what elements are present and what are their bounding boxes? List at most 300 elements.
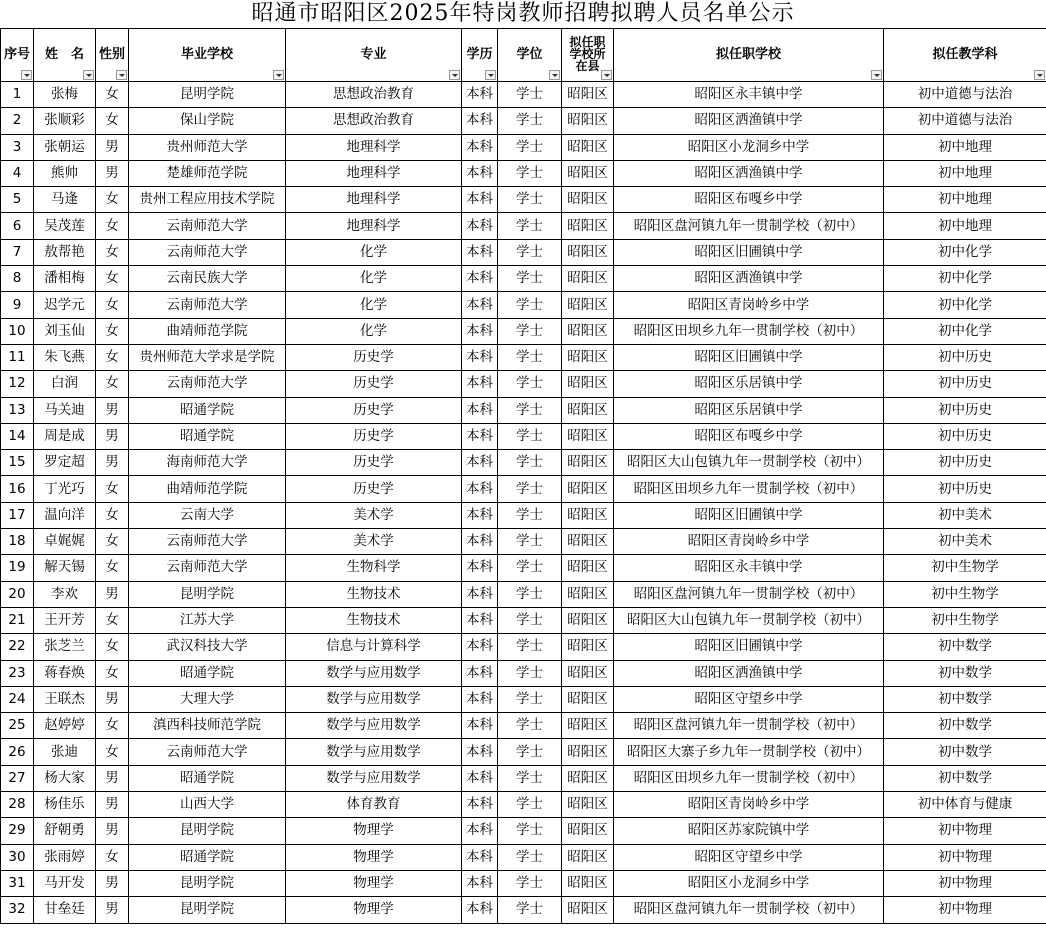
cell-education: 本科 xyxy=(462,371,498,397)
cell-index: 22 xyxy=(1,634,34,660)
cell-name: 杨大家 xyxy=(34,765,96,791)
col-header-school: 毕业学校 xyxy=(129,29,286,82)
cell-county: 昭阳区 xyxy=(562,555,614,581)
cell-major: 数学与应用数学 xyxy=(286,739,462,765)
cell-major: 数学与应用数学 xyxy=(286,686,462,712)
cell-index: 2 xyxy=(1,108,34,134)
cell-assigned-school: 昭阳区田坝乡九年一贯制学校（初中） xyxy=(614,476,884,502)
cell-school: 昭通学院 xyxy=(129,765,286,791)
table-row xyxy=(1,134,1046,160)
cell-education: 本科 xyxy=(462,292,498,318)
cell-education: 本科 xyxy=(462,423,498,449)
cell-degree: 学士 xyxy=(498,739,562,765)
table-row xyxy=(1,634,1046,660)
cell-county: 昭阳区 xyxy=(562,792,614,818)
cell-degree: 学士 xyxy=(498,607,562,633)
col-header-subject: 拟任教学科 xyxy=(884,29,1046,82)
table-row xyxy=(1,292,1046,318)
cell-index: 30 xyxy=(1,844,34,870)
cell-assigned-school: 昭阳区旧圃镇中学 xyxy=(614,344,884,370)
cell-school: 山西大学 xyxy=(129,792,286,818)
cell-education: 本科 xyxy=(462,634,498,660)
col-header-index: 序号 xyxy=(1,29,34,82)
table-row xyxy=(1,818,1046,844)
cell-name: 杨佳乐 xyxy=(34,792,96,818)
cell-assigned-school: 昭阳区大山包镇九年一贯制学校（初中） xyxy=(614,607,884,633)
cell-school: 昆明学院 xyxy=(129,897,286,923)
table-row xyxy=(1,502,1046,528)
cell-index: 15 xyxy=(1,450,34,476)
filter-dropdown-icon[interactable] xyxy=(273,70,284,80)
cell-subject: 初中道德与法治 xyxy=(884,108,1046,134)
col-header-degree: 学位 xyxy=(498,29,562,82)
cell-education: 本科 xyxy=(462,713,498,739)
cell-school: 云南大学 xyxy=(129,502,286,528)
table-row xyxy=(1,423,1046,449)
cell-subject: 初中历史 xyxy=(884,344,1046,370)
cell-subject: 初中化学 xyxy=(884,318,1046,344)
cell-school: 云南师范大学 xyxy=(129,239,286,265)
cell-major: 地理科学 xyxy=(286,187,462,213)
cell-county: 昭阳区 xyxy=(562,686,614,712)
table-row xyxy=(1,213,1046,239)
cell-degree: 学士 xyxy=(498,108,562,134)
cell-county: 昭阳区 xyxy=(562,529,614,555)
cell-assigned-school: 昭阳区盘河镇九年一贯制学校（初中） xyxy=(614,713,884,739)
cell-degree: 学士 xyxy=(498,765,562,791)
candidate-table xyxy=(0,28,1046,924)
cell-county: 昭阳区 xyxy=(562,108,614,134)
cell-gender: 女 xyxy=(96,82,129,108)
cell-school: 昆明学院 xyxy=(129,581,286,607)
table-row xyxy=(1,713,1046,739)
cell-gender: 女 xyxy=(96,344,129,370)
table-row xyxy=(1,82,1046,108)
cell-major: 化学 xyxy=(286,239,462,265)
cell-subject: 初中化学 xyxy=(884,239,1046,265)
cell-assigned-school: 昭阳区田坝乡九年一贯制学校（初中） xyxy=(614,765,884,791)
table-row xyxy=(1,581,1046,607)
cell-county: 昭阳区 xyxy=(562,870,614,896)
cell-major: 数学与应用数学 xyxy=(286,713,462,739)
cell-index: 4 xyxy=(1,160,34,186)
filter-dropdown-icon[interactable] xyxy=(116,70,127,80)
cell-index: 28 xyxy=(1,792,34,818)
table-row xyxy=(1,765,1046,791)
cell-county: 昭阳区 xyxy=(562,607,614,633)
cell-assigned-school: 昭阳区洒渔镇中学 xyxy=(614,160,884,186)
cell-county: 昭阳区 xyxy=(562,739,614,765)
cell-name: 甘垒廷 xyxy=(34,897,96,923)
cell-name: 朱飞燕 xyxy=(34,344,96,370)
cell-county: 昭阳区 xyxy=(562,318,614,344)
cell-assigned-school: 昭阳区永丰镇中学 xyxy=(614,82,884,108)
cell-degree: 学士 xyxy=(498,344,562,370)
table-row xyxy=(1,555,1046,581)
cell-county: 昭阳区 xyxy=(562,765,614,791)
cell-index: 31 xyxy=(1,870,34,896)
filter-dropdown-icon[interactable] xyxy=(1034,70,1045,80)
cell-degree: 学士 xyxy=(498,502,562,528)
cell-gender: 男 xyxy=(96,450,129,476)
cell-name: 马开发 xyxy=(34,870,96,896)
cell-gender: 男 xyxy=(96,870,129,896)
cell-assigned-school: 昭阳区大山包镇九年一贯制学校（初中） xyxy=(614,450,884,476)
cell-gender: 女 xyxy=(96,634,129,660)
cell-major: 地理科学 xyxy=(286,160,462,186)
cell-school: 贵州工程应用技术学院 xyxy=(129,187,286,213)
cell-subject: 初中物理 xyxy=(884,897,1046,923)
cell-name: 马逢 xyxy=(34,187,96,213)
cell-school: 昭通学院 xyxy=(129,397,286,423)
col-header-major: 专业 xyxy=(286,29,462,82)
cell-name: 迟学元 xyxy=(34,292,96,318)
cell-major: 化学 xyxy=(286,318,462,344)
cell-assigned-school: 昭阳区盘河镇九年一贯制学校（初中） xyxy=(614,581,884,607)
table-row xyxy=(1,529,1046,555)
cell-gender: 女 xyxy=(96,607,129,633)
cell-school: 曲靖师范学院 xyxy=(129,318,286,344)
cell-index: 27 xyxy=(1,765,34,791)
table-row xyxy=(1,160,1046,186)
cell-major: 历史学 xyxy=(286,371,462,397)
cell-major: 物理学 xyxy=(286,897,462,923)
cell-gender: 女 xyxy=(96,476,129,502)
cell-subject: 初中历史 xyxy=(884,476,1046,502)
cell-name: 温向洋 xyxy=(34,502,96,528)
cell-education: 本科 xyxy=(462,187,498,213)
cell-major: 地理科学 xyxy=(286,134,462,160)
cell-education: 本科 xyxy=(462,555,498,581)
cell-index: 6 xyxy=(1,213,34,239)
cell-index: 13 xyxy=(1,397,34,423)
cell-index: 3 xyxy=(1,134,34,160)
cell-major: 历史学 xyxy=(286,476,462,502)
cell-education: 本科 xyxy=(462,344,498,370)
cell-name: 丁光巧 xyxy=(34,476,96,502)
table-row xyxy=(1,607,1046,633)
table-row xyxy=(1,318,1046,344)
cell-county: 昭阳区 xyxy=(562,476,614,502)
cell-assigned-school: 昭阳区小龙洞乡中学 xyxy=(614,134,884,160)
cell-school: 楚雄师范学院 xyxy=(129,160,286,186)
cell-assigned-school: 昭阳区永丰镇中学 xyxy=(614,555,884,581)
filter-dropdown-icon[interactable] xyxy=(83,70,94,80)
cell-degree: 学士 xyxy=(498,660,562,686)
cell-subject: 初中历史 xyxy=(884,371,1046,397)
cell-name: 罗定超 xyxy=(34,450,96,476)
cell-name: 解天锡 xyxy=(34,555,96,581)
cell-degree: 学士 xyxy=(498,318,562,344)
cell-index: 14 xyxy=(1,423,34,449)
cell-degree: 学士 xyxy=(498,292,562,318)
cell-degree: 学士 xyxy=(498,450,562,476)
cell-degree: 学士 xyxy=(498,870,562,896)
cell-name: 熊帅 xyxy=(34,160,96,186)
cell-gender: 女 xyxy=(96,292,129,318)
cell-education: 本科 xyxy=(462,844,498,870)
cell-index: 24 xyxy=(1,686,34,712)
cell-name: 张芝兰 xyxy=(34,634,96,660)
cell-education: 本科 xyxy=(462,739,498,765)
cell-index: 23 xyxy=(1,660,34,686)
cell-education: 本科 xyxy=(462,160,498,186)
cell-county: 昭阳区 xyxy=(562,292,614,318)
cell-name: 王开芳 xyxy=(34,607,96,633)
cell-county: 昭阳区 xyxy=(562,450,614,476)
cell-gender: 女 xyxy=(96,713,129,739)
cell-degree: 学士 xyxy=(498,818,562,844)
cell-gender: 男 xyxy=(96,765,129,791)
cell-school: 武汉科技大学 xyxy=(129,634,286,660)
filter-dropdown-icon[interactable] xyxy=(21,70,32,80)
cell-degree: 学士 xyxy=(498,160,562,186)
table-row xyxy=(1,792,1046,818)
cell-subject: 初中数学 xyxy=(884,765,1046,791)
cell-subject: 初中历史 xyxy=(884,397,1046,423)
table-row xyxy=(1,187,1046,213)
col-header-gender: 性别 xyxy=(96,29,129,82)
cell-gender: 女 xyxy=(96,844,129,870)
cell-county: 昭阳区 xyxy=(562,502,614,528)
cell-major: 数学与应用数学 xyxy=(286,660,462,686)
cell-major: 历史学 xyxy=(286,423,462,449)
cell-gender: 女 xyxy=(96,502,129,528)
cell-school: 大理大学 xyxy=(129,686,286,712)
filter-dropdown-icon[interactable] xyxy=(485,70,496,80)
cell-major: 美术学 xyxy=(286,502,462,528)
cell-school: 昭通学院 xyxy=(129,423,286,449)
cell-index: 19 xyxy=(1,555,34,581)
cell-major: 地理科学 xyxy=(286,213,462,239)
cell-name: 敖帮艳 xyxy=(34,239,96,265)
cell-education: 本科 xyxy=(462,870,498,896)
cell-county: 昭阳区 xyxy=(562,371,614,397)
cell-assigned-school: 昭阳区乐居镇中学 xyxy=(614,397,884,423)
cell-gender: 女 xyxy=(96,266,129,292)
cell-degree: 学士 xyxy=(498,266,562,292)
cell-major: 生物技术 xyxy=(286,581,462,607)
cell-degree: 学士 xyxy=(498,529,562,555)
cell-education: 本科 xyxy=(462,266,498,292)
cell-index: 12 xyxy=(1,371,34,397)
cell-education: 本科 xyxy=(462,108,498,134)
cell-degree: 学士 xyxy=(498,82,562,108)
cell-name: 吴茂莲 xyxy=(34,213,96,239)
cell-index: 20 xyxy=(1,581,34,607)
cell-degree: 学士 xyxy=(498,476,562,502)
cell-school: 滇西科技师范学院 xyxy=(129,713,286,739)
cell-subject: 初中道德与法治 xyxy=(884,82,1046,108)
cell-assigned-school: 昭阳区洒渔镇中学 xyxy=(614,108,884,134)
cell-major: 物理学 xyxy=(286,818,462,844)
cell-subject: 初中物理 xyxy=(884,844,1046,870)
cell-education: 本科 xyxy=(462,581,498,607)
header-row xyxy=(1,29,1046,82)
cell-index: 9 xyxy=(1,292,34,318)
filter-dropdown-icon[interactable] xyxy=(549,70,560,80)
cell-education: 本科 xyxy=(462,765,498,791)
cell-subject: 初中生物学 xyxy=(884,581,1046,607)
cell-gender: 女 xyxy=(96,108,129,134)
cell-school: 海南师范大学 xyxy=(129,450,286,476)
cell-school: 云南民族大学 xyxy=(129,266,286,292)
cell-gender: 男 xyxy=(96,686,129,712)
cell-name: 张朝运 xyxy=(34,134,96,160)
cell-subject: 初中美术 xyxy=(884,502,1046,528)
cell-education: 本科 xyxy=(462,529,498,555)
cell-education: 本科 xyxy=(462,318,498,344)
cell-major: 思想政治教育 xyxy=(286,108,462,134)
cell-name: 马关迪 xyxy=(34,397,96,423)
cell-school: 贵州师范大学求是学院 xyxy=(129,344,286,370)
cell-major: 物理学 xyxy=(286,870,462,896)
table-row xyxy=(1,870,1046,896)
col-header-assigned-school: 拟任职学校 xyxy=(614,29,884,82)
cell-subject: 初中美术 xyxy=(884,529,1046,555)
cell-degree: 学士 xyxy=(498,634,562,660)
cell-degree: 学士 xyxy=(498,555,562,581)
cell-assigned-school: 昭阳区布嘎乡中学 xyxy=(614,187,884,213)
cell-subject: 初中体育与健康 xyxy=(884,792,1046,818)
cell-degree: 学士 xyxy=(498,686,562,712)
cell-gender: 男 xyxy=(96,160,129,186)
cell-subject: 初中地理 xyxy=(884,134,1046,160)
cell-school: 昆明学院 xyxy=(129,82,286,108)
cell-index: 29 xyxy=(1,818,34,844)
cell-assigned-school: 昭阳区青岗岭乡中学 xyxy=(614,792,884,818)
cell-degree: 学士 xyxy=(498,713,562,739)
cell-index: 7 xyxy=(1,239,34,265)
cell-education: 本科 xyxy=(462,792,498,818)
page-title: 昭通市昭阳区2025年特岗教师招聘拟聘人员名单公示 xyxy=(251,1,795,26)
table-row xyxy=(1,266,1046,292)
cell-assigned-school: 昭阳区洒渔镇中学 xyxy=(614,660,884,686)
cell-gender: 男 xyxy=(96,897,129,923)
cell-subject: 初中物理 xyxy=(884,870,1046,896)
cell-degree: 学士 xyxy=(498,844,562,870)
cell-subject: 初中地理 xyxy=(884,187,1046,213)
cell-major: 美术学 xyxy=(286,529,462,555)
cell-degree: 学士 xyxy=(498,371,562,397)
table-row xyxy=(1,397,1046,423)
cell-name: 张梅 xyxy=(34,82,96,108)
cell-education: 本科 xyxy=(462,897,498,923)
cell-name: 舒朝勇 xyxy=(34,818,96,844)
cell-subject: 初中数学 xyxy=(884,634,1046,660)
cell-index: 26 xyxy=(1,739,34,765)
cell-gender: 男 xyxy=(96,423,129,449)
cell-assigned-school: 昭阳区苏家院镇中学 xyxy=(614,818,884,844)
cell-county: 昭阳区 xyxy=(562,660,614,686)
filter-dropdown-icon[interactable] xyxy=(449,70,460,80)
cell-county: 昭阳区 xyxy=(562,213,614,239)
cell-education: 本科 xyxy=(462,134,498,160)
cell-subject: 初中物理 xyxy=(884,818,1046,844)
table-row xyxy=(1,739,1046,765)
cell-index: 1 xyxy=(1,82,34,108)
cell-index: 17 xyxy=(1,502,34,528)
cell-assigned-school: 昭阳区盘河镇九年一贯制学校（初中） xyxy=(614,897,884,923)
cell-school: 保山学院 xyxy=(129,108,286,134)
cell-school: 贵州师范大学 xyxy=(129,134,286,160)
cell-school: 云南师范大学 xyxy=(129,739,286,765)
cell-subject: 初中数学 xyxy=(884,686,1046,712)
cell-education: 本科 xyxy=(462,660,498,686)
cell-county: 昭阳区 xyxy=(562,581,614,607)
cell-major: 历史学 xyxy=(286,397,462,423)
cell-county: 昭阳区 xyxy=(562,713,614,739)
col-header-county: 拟任职 学校所 在县 xyxy=(562,29,614,82)
cell-county: 昭阳区 xyxy=(562,344,614,370)
cell-county: 昭阳区 xyxy=(562,160,614,186)
cell-name: 白润 xyxy=(34,371,96,397)
cell-major: 生物技术 xyxy=(286,607,462,633)
cell-gender: 女 xyxy=(96,660,129,686)
table-row xyxy=(1,897,1046,923)
cell-major: 生物科学 xyxy=(286,555,462,581)
cell-assigned-school: 昭阳区布嘎乡中学 xyxy=(614,423,884,449)
cell-major: 化学 xyxy=(286,292,462,318)
cell-school: 曲靖师范学院 xyxy=(129,476,286,502)
cell-name: 卓娓娓 xyxy=(34,529,96,555)
table-row xyxy=(1,450,1046,476)
cell-county: 昭阳区 xyxy=(562,187,614,213)
cell-assigned-school: 昭阳区青岗岭乡中学 xyxy=(614,529,884,555)
cell-name: 李欢 xyxy=(34,581,96,607)
cell-assigned-school: 昭阳区旧圃镇中学 xyxy=(614,239,884,265)
cell-index: 11 xyxy=(1,344,34,370)
cell-subject: 初中数学 xyxy=(884,739,1046,765)
cell-name: 刘玉仙 xyxy=(34,318,96,344)
cell-education: 本科 xyxy=(462,502,498,528)
cell-gender: 男 xyxy=(96,581,129,607)
cell-subject: 初中历史 xyxy=(884,450,1046,476)
cell-assigned-school: 昭阳区守望乡中学 xyxy=(614,844,884,870)
table-row xyxy=(1,686,1046,712)
cell-major: 信息与计算科学 xyxy=(286,634,462,660)
cell-school: 江苏大学 xyxy=(129,607,286,633)
cell-subject: 初中数学 xyxy=(884,713,1046,739)
cell-assigned-school: 昭阳区洒渔镇中学 xyxy=(614,266,884,292)
cell-degree: 学士 xyxy=(498,134,562,160)
cell-gender: 女 xyxy=(96,371,129,397)
cell-major: 历史学 xyxy=(286,344,462,370)
cell-assigned-school: 昭阳区小龙洞乡中学 xyxy=(614,870,884,896)
cell-gender: 男 xyxy=(96,397,129,423)
table-row xyxy=(1,239,1046,265)
cell-assigned-school: 昭阳区旧圃镇中学 xyxy=(614,502,884,528)
cell-education: 本科 xyxy=(462,476,498,502)
cell-assigned-school: 昭阳区乐居镇中学 xyxy=(614,371,884,397)
cell-subject: 初中地理 xyxy=(884,213,1046,239)
filter-dropdown-icon[interactable] xyxy=(871,70,882,80)
cell-education: 本科 xyxy=(462,450,498,476)
cell-gender: 女 xyxy=(96,739,129,765)
cell-gender: 女 xyxy=(96,529,129,555)
cell-gender: 男 xyxy=(96,134,129,160)
cell-index: 10 xyxy=(1,318,34,344)
filter-dropdown-icon[interactable] xyxy=(601,70,612,80)
cell-school: 昆明学院 xyxy=(129,818,286,844)
cell-gender: 女 xyxy=(96,187,129,213)
cell-index: 25 xyxy=(1,713,34,739)
cell-school: 昭通学院 xyxy=(129,660,286,686)
cell-major: 体育教育 xyxy=(286,792,462,818)
cell-name: 周是成 xyxy=(34,423,96,449)
cell-subject: 初中化学 xyxy=(884,292,1046,318)
cell-school: 云南师范大学 xyxy=(129,292,286,318)
